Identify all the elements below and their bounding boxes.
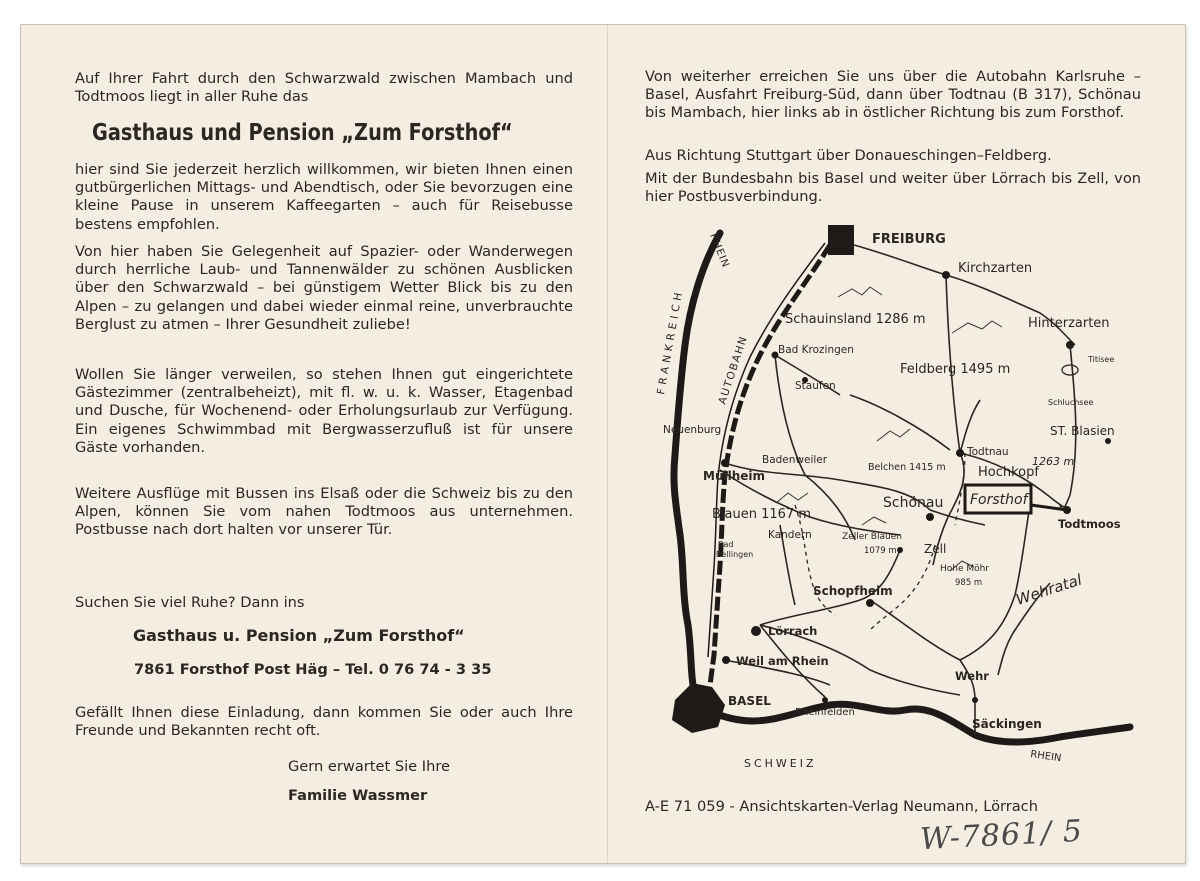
map-label-wehr: Wehr bbox=[955, 669, 989, 683]
inn-name: Gasthaus u. Pension „Zum Forsthof“ bbox=[133, 626, 465, 645]
basel-area bbox=[672, 683, 725, 733]
map-label-bad-bellingen-1: Bad bbox=[718, 540, 734, 549]
map-label-basel: BASEL bbox=[728, 694, 771, 708]
map-label-schweiz: SCHWEIZ bbox=[744, 757, 817, 770]
route-autobahn-text: Von weiterher erreichen Sie uns über die Autobahn Karlsruhe – Basel, Ausfahrt Freiburg-Süd, dann über Todtnau (B 317), Schönau bis Mambach, hier links ab in östlicher Richtung bis zum Forsthof. bbox=[645, 68, 1141, 122]
map-label-rheinfelden: Rheinfelden bbox=[795, 707, 855, 718]
intro-text: Auf Ihrer Fahrt durch den Schwarzwald zwischen Mambach und Todtmoos liegt in aller Ruhe das bbox=[75, 70, 573, 106]
publisher-footer: A-E 71 059 - Ansichtskarten-Verlag Neumann, Lörrach bbox=[645, 798, 1038, 815]
map-label-hochkopf: Hochkopf bbox=[978, 465, 1039, 480]
map-label-schoenau: Schönau bbox=[883, 495, 944, 511]
map-label-rhein-bottom: RHEIN bbox=[1029, 749, 1063, 765]
map-label-badenweiler: Badenweiler bbox=[762, 454, 828, 466]
map-label-blauen: Blauen 1167 m bbox=[712, 507, 811, 522]
map-label-freiburg: FREIBURG bbox=[872, 232, 946, 247]
map-label-autobahn: AUTOBAHN bbox=[716, 334, 751, 406]
map-label-hohe-moehr: Hohe Möhr bbox=[940, 564, 990, 574]
map-label-schopfheim: Schopfheim bbox=[813, 584, 893, 598]
route-map bbox=[630, 205, 1150, 775]
freiburg-marker bbox=[828, 225, 854, 255]
map-label-kirchzarten: Kirchzarten bbox=[958, 261, 1033, 276]
map-label-bad-bellingen-2: Bellingen bbox=[716, 550, 754, 559]
inn-address: 7861 Forsthof Post Häg – Tel. 0 76 74 - 3 35 bbox=[134, 661, 492, 678]
fold-line bbox=[607, 25, 608, 863]
map-label-st-blasien: ST. Blasien bbox=[1050, 424, 1115, 438]
map-label-neuenburg: Neuenburg bbox=[663, 424, 722, 436]
hiking-paragraph: Von hier haben Sie Gelegenheit auf Spazier- oder Wanderwegen durch herrliche Laub- und Tannenwälder zu schönen Ausblicken über den Schwarzwald – bei günstigem Wetter Blick bis zu den Alpen – zu gelangen und dabei wieder einmal reine, unverbrauchte Berglust zu atmen – Ihrer Gesundheit zuliebe! bbox=[75, 243, 573, 333]
map-label-todtnau: Todtnau bbox=[967, 446, 1009, 458]
greeting-text: Gern erwartet Sie Ihre bbox=[288, 758, 450, 775]
map-label-frankreich: FRANKREICH bbox=[655, 287, 686, 396]
map-label-weil: Weil am Rhein bbox=[736, 654, 829, 668]
map-label-titisee: Titisee bbox=[1088, 355, 1115, 364]
map-label-muellheim: Müllheim bbox=[703, 469, 766, 483]
map-label-saeckingen: Säckingen bbox=[972, 717, 1042, 731]
map-label-loerrach: Lörrach bbox=[768, 624, 818, 638]
map-label-hinterzarten: Hinterzarten bbox=[1028, 316, 1110, 331]
welcome-paragraph: hier sind Sie jederzeit herzlich willkommen, wir bieten Ihnen einen gutbürgerlichen Mittags- und Abendtisch, oder Sie bevorzugen eine kleine Pause in unserem Kaffeegarten – auch für Reisebusse bestens empfohlen. bbox=[75, 161, 573, 233]
map-label-feldberg: Feldberg 1495 m bbox=[900, 362, 1011, 377]
map-label-forsthof: Forsthof bbox=[970, 492, 1028, 508]
map-label-rhein-top: RHEIN bbox=[707, 232, 731, 270]
map-label-zell: Zell bbox=[924, 542, 947, 556]
page-title: Gasthaus und Pension „Zum Forsthof“ bbox=[92, 120, 513, 146]
map-label-zeller-blauen: Zeller Blauen bbox=[842, 532, 902, 542]
map-label-wehratal: Wehratal bbox=[1013, 570, 1085, 609]
excursions-paragraph: Weitere Ausflüge mit Bussen ins Elsaß oder die Schweiz bis zu den Alpen, können Sie vom nahen Todtmoos aus unternehmen. Postbusse nach dort halten vor unserer Tür. bbox=[75, 485, 573, 539]
map-label-schluchsee: Schluchsee bbox=[1048, 398, 1094, 407]
map-label-bad-krozingen: Bad Krozingen bbox=[778, 344, 854, 356]
map-label-kandern: Kandern bbox=[768, 529, 812, 541]
handwritten-note: W-7861/ 5 bbox=[919, 813, 1084, 858]
family-name: Familie Wassmer bbox=[288, 787, 428, 804]
route-rail-text: Mit der Bundesbahn bis Basel und weiter über Lörrach bis Zell, von hier Postbusverbindung. bbox=[645, 170, 1141, 206]
map-label-hohe-moehr-height: 985 m bbox=[955, 578, 983, 588]
route-stuttgart-text: Aus Richtung Stuttgart über Donaueschingen–Feldberg. bbox=[645, 147, 1052, 164]
ruhe-text: Suchen Sie viel Ruhe? Dann ins bbox=[75, 594, 305, 611]
map-label-belchen: Belchen 1415 m bbox=[868, 462, 946, 473]
map-label-todtmoos: Todtmoos bbox=[1058, 517, 1121, 531]
invitation-text: Gefällt Ihnen diese Einladung, dann kommen Sie oder auch Ihre Freunde und Bekannten recht oft. bbox=[75, 704, 573, 740]
map-label-zeller-blauen-height: 1079 m bbox=[864, 546, 897, 556]
map-label-schauinsland: Schauinsland 1286 m bbox=[785, 312, 926, 327]
map-label-hochkopf-height: 1263 m bbox=[1032, 455, 1075, 468]
map-label-staufen: Staufen bbox=[795, 380, 836, 392]
rooms-paragraph: Wollen Sie länger verweilen, so stehen Ihnen gut eingerichtete Gästezimmer (zentralbeheizt), mit fl. w. u. k. Wasser, Etagenbad und Dusche, für Wochenend- oder Erholungsurlaub zur Verfügung. Ein eigenes Schwimmbad mit Bergwasserzufluß ist für unsere Gäste vorhanden. bbox=[75, 366, 573, 456]
